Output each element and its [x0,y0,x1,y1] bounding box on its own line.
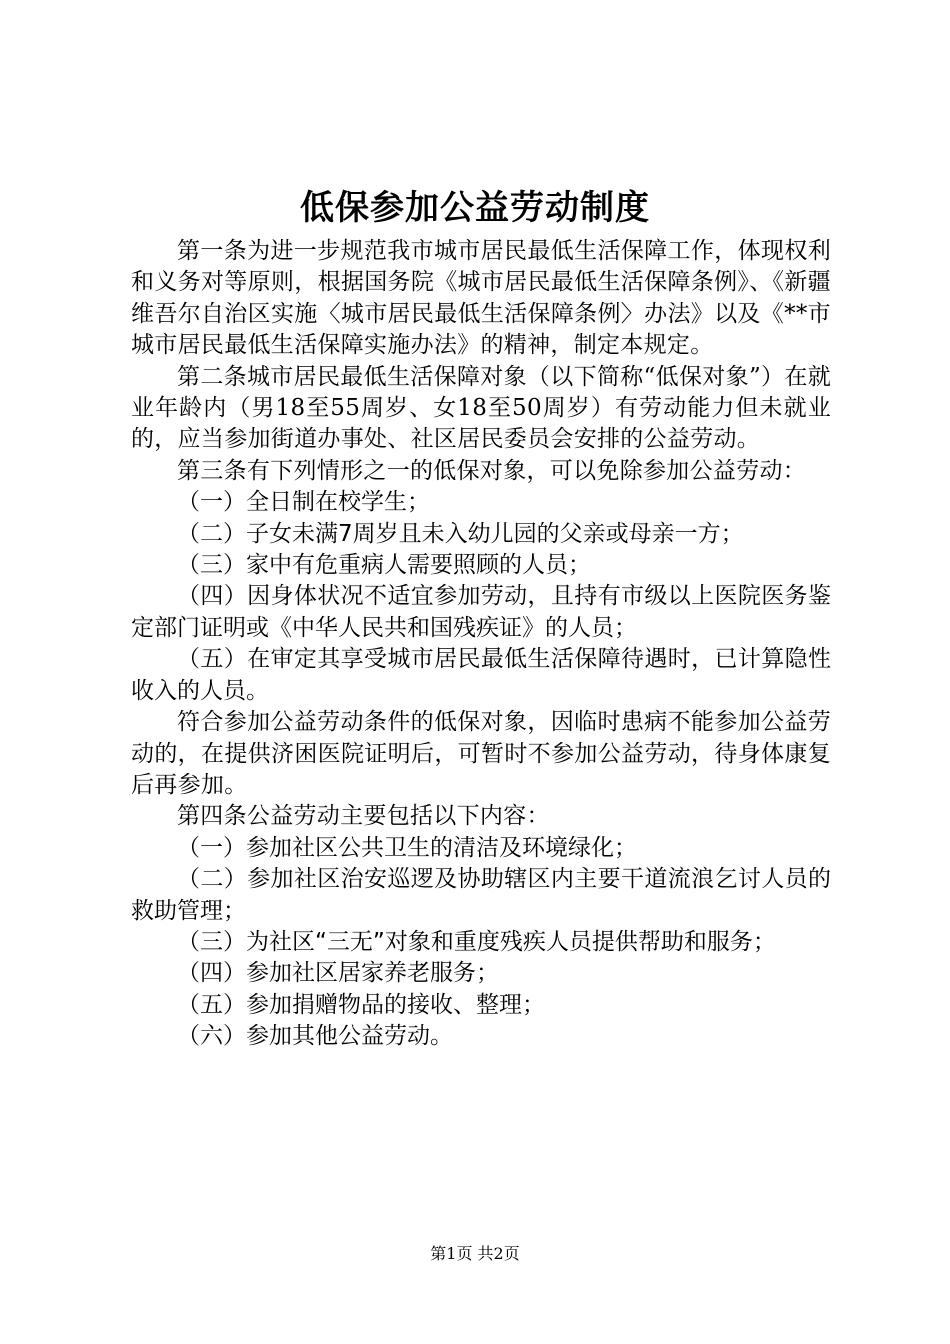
exemption-item-1: （一）全日制在校学生； [177,489,430,516]
exemption-item-4: （四）因身体状况不适宜参加劳动，且持有市级以上医院医务鉴定部门证明或《中华人民共和国残疾证》的人员； [131,583,831,641]
labor-content-item-6: （六）参加其他公益劳动。 [177,1023,453,1050]
exemption-item-3: （三）家中有危重病人需要照顾的人员； [177,552,591,579]
temporary-illness-paragraph: 符合参加公益劳动条件的低保对象，因临时患病不能参加公益劳动的，在提供济困医院证明后，可暂时不参加公益劳动，待身体康复后再参加。 [131,709,831,798]
exemption-item-5: （五）在审定其享受城市居民最低生活保障待遇时，已计算隐性收入的人员。 [131,646,831,704]
document-body [131,236,831,1053]
labor-content-item-2: （二）参加社区治安巡逻及协助辖区内主要干道流浪乞讨人员的救助管理； [131,866,831,924]
article-4-paragraph: 第四条公益劳动主要包括以下内容： [177,803,550,830]
exemption-item-2: （二）子女未满7周岁且未入幼儿园的父亲或母亲一方； [177,520,744,547]
labor-content-item-3: （三）为社区“三无”对象和重度残疾人员提供帮助和服务； [177,928,776,955]
labor-content-item-5: （五）参加捐赠物品的接收、整理； [177,991,545,1018]
article-3-paragraph: 第三条有下列情形之一的低保对象，可以免除参加公益劳动： [177,457,807,484]
article-2-paragraph: 第二条城市居民最低生活保障对象（以下简称“低保对象”）在就业年龄内（男18至55周岁、女18至50周岁）有劳动能力但未就业的，应当参加街道办事处、社区居民委员会安排的公益劳动。 [131,363,831,453]
labor-content-item-1: （一）参加社区公共卫生的清洁及环境绿化； [177,834,637,861]
page-footer: 第1页 共2页 [430,1244,520,1263]
document-title: 低保参加公益劳动制度 [300,188,650,228]
article-1-paragraph: 第一条为进一步规范我市城市居民最低生活保障工作，体现权利和义务对等原则，根据国务院《城市居民最低生活保障条例》、《新疆维吾尔自治区实施〈城市居民最低生活保障条例〉办法》以及《**市城市居民最低生活保障实施办法》的精神，制定本规定。 [131,238,831,359]
labor-content-item-4: （四）参加社区居家养老服务； [177,960,499,987]
